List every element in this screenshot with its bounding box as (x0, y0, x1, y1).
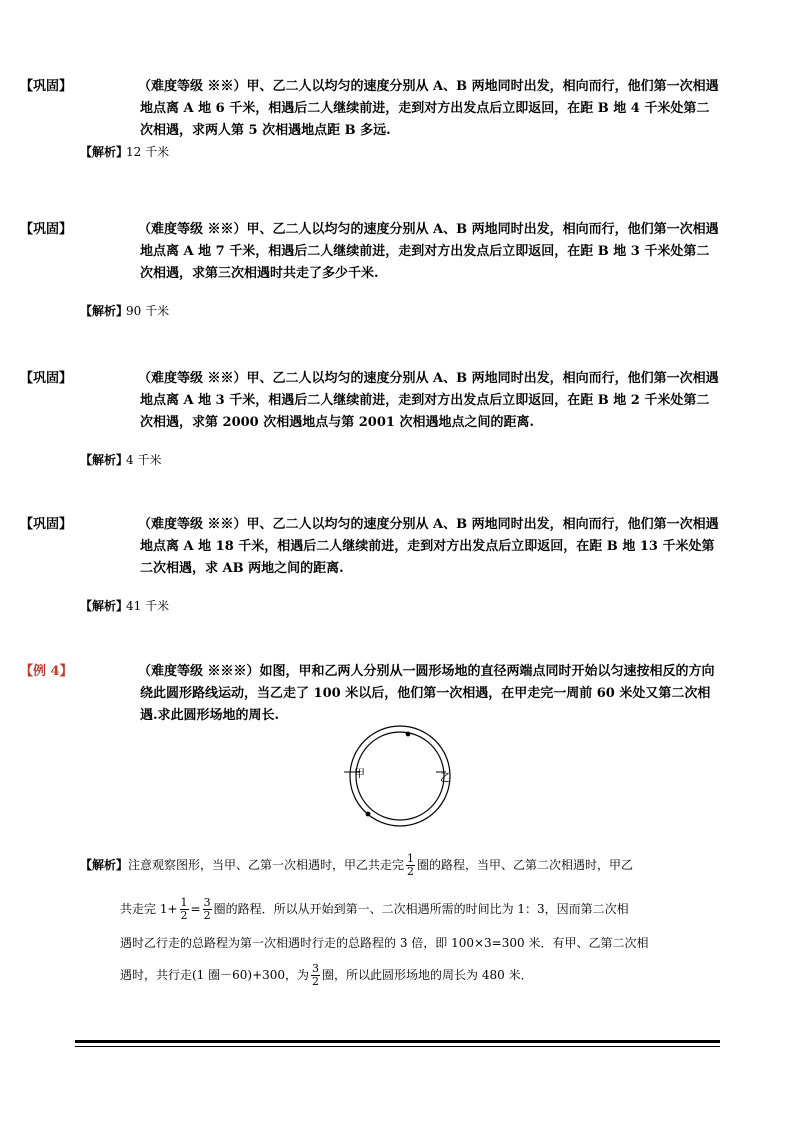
example-4 (20, 661, 722, 727)
footer-rule-thin (75, 1046, 720, 1047)
answer: 【解析】90 千米 (80, 304, 170, 318)
answer: 【解析】4 千米 (80, 453, 162, 467)
problem-4 (20, 514, 722, 628)
answer: 【解析】41 千米 (80, 599, 170, 613)
circle-track-figure (338, 720, 462, 832)
problem-tag: 【巩固】 (20, 79, 73, 94)
problem-tag: 【巩固】 (20, 371, 73, 386)
problem-2 (20, 219, 722, 333)
problem-tag: 【巩固】 (20, 222, 73, 237)
solution (80, 850, 722, 992)
solution-line-4: 遇时，共行走(1 圈－60)+300，为 $\frac{3}{2}$ 圈，所以此圆形场地的周长为 480 米． (120, 961, 533, 988)
label-yi: 乙 (440, 771, 451, 784)
problem-tag: 【巩固】 (20, 517, 73, 532)
inner-circle (356, 732, 444, 820)
fraction-half-2: $\frac{1}{2}$ (180, 895, 188, 922)
problem-1 (20, 76, 722, 174)
problem-3 (20, 368, 722, 482)
example-tag: 【例 4】 (20, 664, 73, 679)
problem-text: 【巩固】 （难度等级 ※※）甲、乙二人以均匀的速度分别从 A、B 两地同时出发，相向而行，他们第一次相遇地点离 A 地 6 千米，相遇后二人继续前进，走到对方出发点后立即返回，在距 B 地 4 千米处第二次相遇，求两人第 5 次相遇地点距 B 多远. (80, 76, 722, 142)
outer-circle (350, 726, 450, 826)
fraction-three-halves: $\frac{3}{2}$ (203, 895, 211, 922)
solution-line-1: 【解析】 注意观察图形，当甲、乙第一次相遇时，甲乙共走完 $\frac{1}{2}$ 圈的路程，当甲、乙第二次相遇时，甲乙 (80, 851, 634, 878)
meeting-point-1 (406, 732, 411, 737)
meeting-point-2 (366, 812, 371, 817)
solution-line-3: 遇时乙行走的总路程为第一次相遇时行走的总路程的 3 倍，即 100×3=300 米．有甲、乙第二次相 (120, 936, 649, 950)
footer-rule-thick (75, 1040, 720, 1043)
problem-text: 【巩固】 （难度等级 ※※）甲、乙二人以均匀的速度分别从 A、B 两地同时出发，相向而行，他们第一次相遇地点离 A 地 3 千米，相遇后二人继续前进，走到对方出发点后立即返回，在距 B 地 2 千米处第二次相遇，求第 2000 次相遇地点与第 2001 次相遇地点之间的距离. (80, 368, 722, 434)
example-text: 【例 4】 （难度等级 ※※※）如图，甲和乙两人分别从一圆形场地的直径两端点同时开始以匀速按相反的方向绕此圆形路线运动，当乙走了 100 米以后，他们第一次相遇，在甲走完一周前 60 米处又第二次相遇.求此圆形场地的周长. (80, 661, 722, 727)
fraction-half: $\frac{1}{2}$ (407, 851, 415, 878)
solution-line-2: 共走完 1+ $\frac{1}{2}$ = $\frac{3}{2}$ 圈的路程．所以从开始到第一、二次相遇所需的时间比为 1：3，因而第二次相 (120, 895, 629, 922)
label-jia: 甲 (354, 767, 365, 780)
fraction-three-halves-2: $\frac{3}{2}$ (312, 961, 320, 988)
answer: 【解析】12 千米 (80, 145, 170, 159)
problem-text: 【巩固】 （难度等级 ※※）甲、乙二人以均匀的速度分别从 A、B 两地同时出发，相向而行，他们第一次相遇地点离 A 地 7 千米，相遇后二人继续前进，走到对方出发点后立即返回，在距 B 地 3 千米处第二次相遇，求第三次相遇时共走了多少千米. (80, 219, 722, 285)
problem-text: 【巩固】 （难度等级 ※※）甲、乙二人以均匀的速度分别从 A、B 两地同时出发，相向而行，他们第一次相遇地点离 A 地 18 千米，相遇后二人继续前进，走到对方出发点后立即返回，在距 B 地 13 千米处第二次相遇，求 AB 两地之间的距离. (80, 514, 722, 580)
